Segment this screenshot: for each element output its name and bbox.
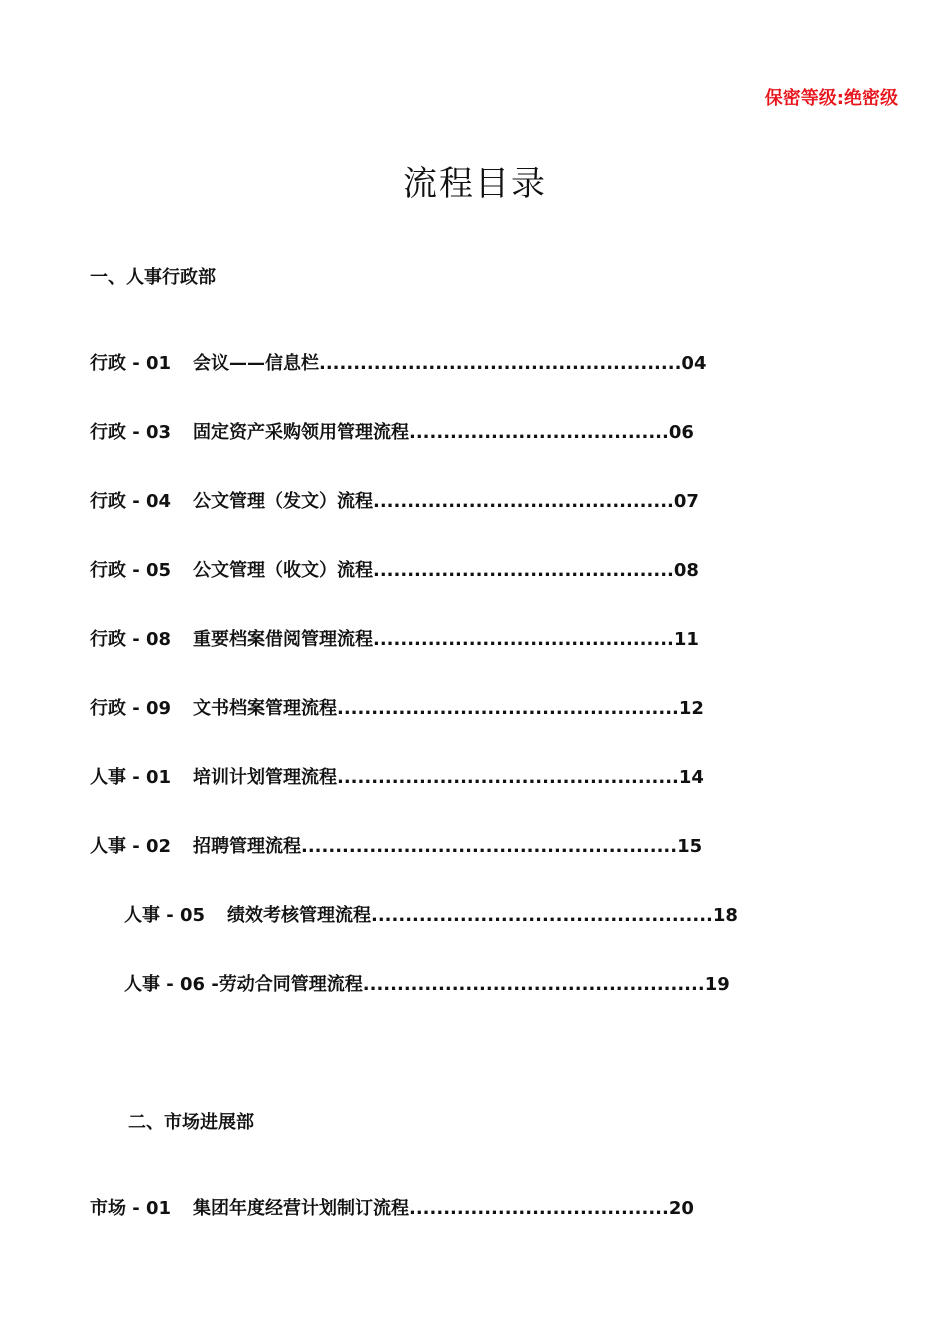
toc-entry-page: 14 xyxy=(678,767,704,788)
toc-entry[interactable] xyxy=(90,694,704,720)
toc-entry-title: 劳动合同管理流程 xyxy=(218,974,363,995)
toc-leader-dots: ............................................ xyxy=(373,560,674,581)
toc-entry-title: 公文管理（收文）流程 xyxy=(193,560,373,581)
toc-entry[interactable] xyxy=(90,556,699,582)
toc-entry-code: 行政 - 01 xyxy=(90,353,172,374)
toc-leader-dots: ....................................................... xyxy=(301,836,678,857)
toc-entry-page: 15 xyxy=(677,836,703,857)
toc-entry-code: 人事 - 02 xyxy=(90,836,172,857)
toc-entry-code: 行政 - 04 xyxy=(90,491,172,512)
section-heading-hr-admin: 一、人事行政部 xyxy=(90,267,216,288)
toc-entry[interactable] xyxy=(124,970,730,996)
toc-entry-code: 市场 - 01 xyxy=(90,1198,172,1219)
toc-entry-code: 人事 - 06 - xyxy=(124,974,219,995)
toc-leader-dots: ..................................................... xyxy=(319,353,682,374)
toc-entry[interactable] xyxy=(90,418,694,444)
toc-entry-page: 18 xyxy=(712,905,738,926)
page-title: 流程目录 xyxy=(403,164,547,204)
toc-leader-dots: ...................................... xyxy=(409,422,669,443)
toc-entry-title: 公文管理（发文）流程 xyxy=(193,491,373,512)
toc-entry[interactable] xyxy=(90,625,699,651)
toc-entry-code: 人事 - 01 xyxy=(90,767,172,788)
toc-leader-dots: ...................................... xyxy=(409,1198,669,1219)
toc-entry[interactable] xyxy=(124,901,738,927)
toc-entry-page: 04 xyxy=(681,353,707,374)
toc-entry-page: 07 xyxy=(673,491,699,512)
toc-entry-title: 培训计划管理流程 xyxy=(193,767,337,788)
toc-entry-code: 行政 - 09 xyxy=(90,698,172,719)
section-heading-marketing: 二、市场进展部 xyxy=(128,1112,254,1133)
toc-entry-code: 人事 - 05 xyxy=(124,905,206,926)
toc-entry-title: 招聘管理流程 xyxy=(193,836,301,857)
toc-entry-title: 集团年度经营计划制订流程 xyxy=(193,1198,409,1219)
toc-entry[interactable] xyxy=(90,487,699,513)
toc-entry-code: 行政 - 03 xyxy=(90,422,172,443)
toc-entry-code: 行政 - 05 xyxy=(90,560,172,581)
toc-entry[interactable] xyxy=(90,349,706,375)
toc-entry-page: 19 xyxy=(704,974,730,995)
toc-entry-title: 文书档案管理流程 xyxy=(193,698,337,719)
toc-entry-page: 08 xyxy=(673,560,699,581)
toc-leader-dots: .................................................. xyxy=(337,767,679,788)
toc-entry-title: 会议——信息栏 xyxy=(193,353,319,374)
toc-entry-title: 重要档案借阅管理流程 xyxy=(193,629,373,650)
toc-entry[interactable] xyxy=(90,832,702,858)
toc-entry[interactable] xyxy=(90,763,704,789)
toc-entry-page: 06 xyxy=(668,422,694,443)
toc-leader-dots: .................................................. xyxy=(362,974,705,995)
toc-entry[interactable] xyxy=(90,1194,694,1220)
toc-leader-dots: ............................................ xyxy=(373,491,674,512)
toc-entry-code: 行政 - 08 xyxy=(90,629,172,650)
toc-leader-dots: .................................................. xyxy=(371,905,713,926)
toc-entry-title: 绩效考核管理流程 xyxy=(227,905,371,926)
toc-leader-dots: .................................................. xyxy=(337,698,679,719)
toc-entry-page: 20 xyxy=(668,1198,694,1219)
toc-entry-title: 固定资产采购领用管理流程 xyxy=(193,422,409,443)
toc-entry-page: 11 xyxy=(673,629,699,650)
toc-entry-page: 12 xyxy=(678,698,704,719)
toc-leader-dots: ............................................ xyxy=(373,629,674,650)
confidentiality-label: 保密等级:绝密级 xyxy=(764,88,898,109)
